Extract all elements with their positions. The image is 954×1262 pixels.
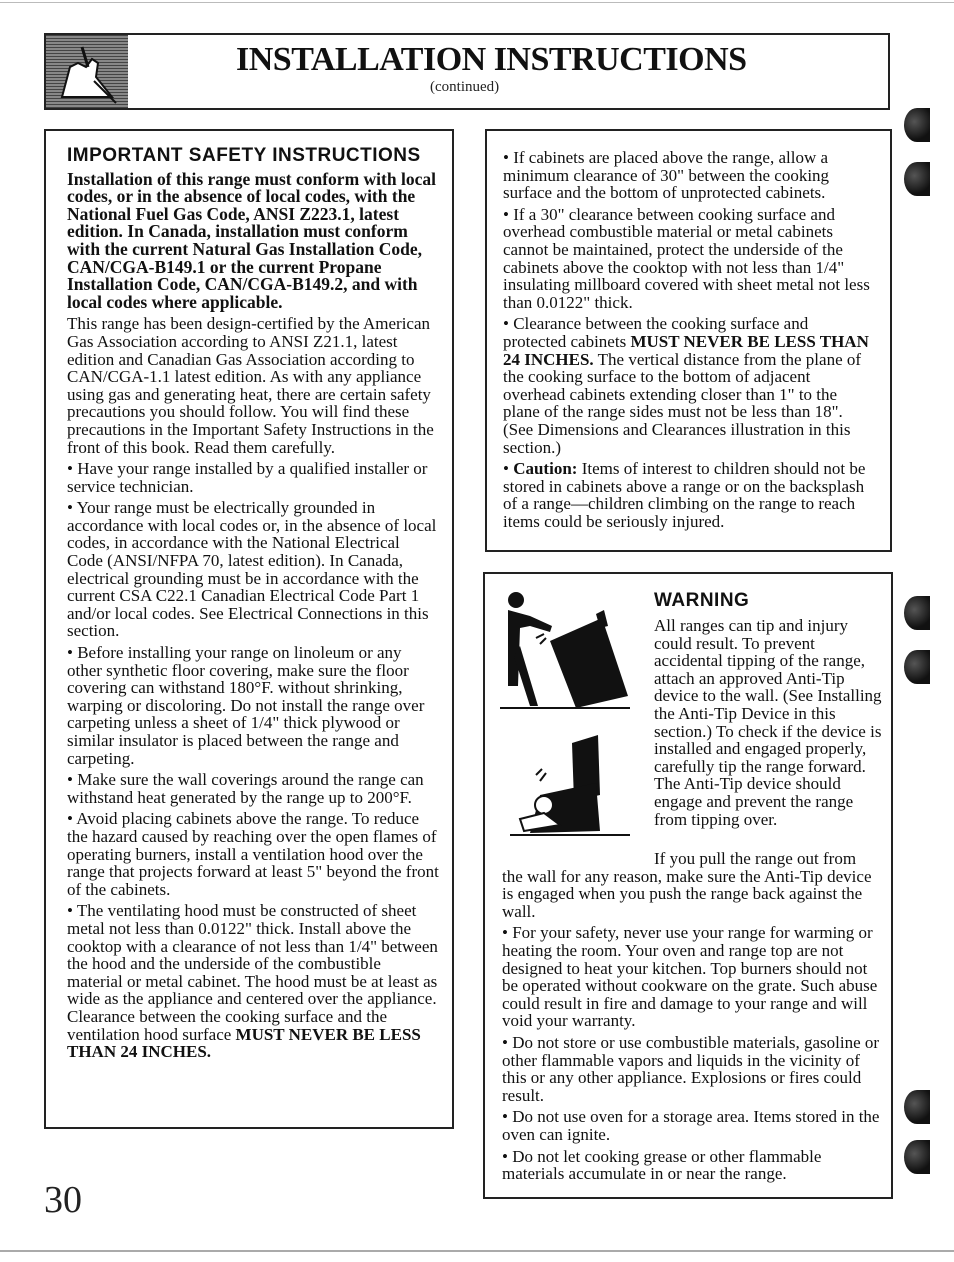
list-item [67, 902, 439, 1060]
list-item: • Avoid placing cabinets above the range. To reduce the hazard caused by reaching over the open flames of operating burners, install a ventilation hood over the range that projects forward at least 5" beyond the front of the cabinets. [67, 810, 439, 898]
binder-tab-icon [904, 596, 930, 630]
binder-tab-icon [904, 108, 930, 142]
hand-tool-icon [46, 35, 128, 108]
safety-heading: IMPORTANT SAFETY INSTRUCTIONS [67, 145, 421, 166]
page-subtitle: (continued) [430, 79, 500, 95]
anti-tip-paragraph: If you pull the range out from the wall for any reason, make sure the Anti-Tip device is engaged when you push the range back against the wall. [502, 849, 872, 921]
list-item: • Have your range installed by a qualified installer or service technician. [67, 460, 439, 495]
warning-tip-text [654, 617, 882, 828]
list-item: • For your safety, never use your range for warming or heating the room. Your oven and range top are not designed to heat your kitchen. Top burners should not be operated without cookware on the grate. Such abuse could result in fire and damage to your range and will void your warranty. [502, 924, 880, 1030]
binder-tab-icon [904, 1090, 930, 1124]
emphasis-text: MUST NEVER BE LESS THAN 24 INCHES. [67, 1024, 421, 1062]
page-number: 30 [44, 1179, 82, 1221]
list-item: • Do not use oven for a storage area. Items stored in the oven can ignite. [502, 1108, 880, 1143]
list-item-text: Clearance between the cooking surface and protected cabinets [503, 314, 809, 351]
list-item: • Before installing your range on linoleum or any other synthetic floor covering, make sure the floor covering can withstand 180°F. without shrinking, warping or discoloring. Do not install the range over carpeting unless a sheet of 1/4" thick plywood or similar insulator is placed between the range and carpeting. [67, 644, 439, 767]
emphasis-text: MUST NEVER BE LESS THAN 24 INCHES. [503, 331, 869, 369]
clearance-text [503, 149, 875, 534]
top-rule [0, 2, 954, 3]
list-item: • Do not store or use combustible materials, gasoline or other flammable vapors and liquids in the vicinity of this or any other appliance. Explosions or fires could result. [502, 1034, 880, 1104]
list-item-text: The ventilating hood must be constructed of sheet metal not less than 0.0122" thick. Install above the cooktop with a clearance of not less than 1/4" between the hood and the underside of the combustible material or metal cabinet. The hood must be at least as wide as the appliance and centered over the appliance. Clearance between the cooking surface and the ventilation hood surface [67, 901, 438, 1044]
list-item: • Do not let cooking grease or other flammable materials accumulate in or near the range. [502, 1148, 880, 1183]
list-item: • Your range must be electrically grounded in accordance with local codes or, in the absence of local codes, in accordance with the National Electrical Code (ANSI/NFPA 70, latest edition). In Canada, electrical grounding must be in accordance with the current CSA C22.1 Canadian Electrical Code Part 1 and/or local codes. See Electrical Connections in this section. [67, 499, 439, 640]
header-banner [44, 33, 890, 110]
list-item: • If cabinets are placed above the range, allow a minimum clearance of 30" between the cooking surface and the bottom of unprotected cabinets. [503, 149, 875, 202]
safety-instructions-text [67, 147, 439, 1065]
binder-tab-icon [904, 650, 930, 684]
range-tipping-illustration [500, 586, 635, 716]
warning-heading: WARNING [654, 590, 750, 611]
list-item-text: Items of interest to children should not be stored in cabinets above a range or on the backsplash of a range—children climbing on the range to reach items could be seriously injured. [503, 459, 866, 531]
warning-paragraph: All ranges can tip and injury could result. To prevent accidental tipping of the range, attach an approved Anti-Tip device to the wall. (See Installing the Anti-Tip Device in this section.) To check if the device is installed and engaged properly, carefully tip the range forward. The Anti-Tip device should engage and prevent the range from tipping over. [654, 616, 882, 829]
warning-continued-text [502, 850, 880, 1187]
list-item-text: The vertical distance from the plane of the cooking surface to the bottom of adjacent overhead cabinets extending closer than 1" to the plane of the range sides must not be less than 18". (See Dimensions and Clearances illustration in this section.) [503, 349, 862, 457]
code-compliance-paragraph: Installation of this range must conform with local codes, or in the absence of local codes, with the National Fuel Gas Code, ANSI Z223.1, latest edition. In Canada, installation must conform with the current Natural Gas Installation Code, CAN/CGA-B149.1 or the current Propane Installation Code, CAN/CGA-B149.2, and with local codes where applicable. [67, 168, 436, 312]
list-item [503, 315, 875, 456]
certification-paragraph: This range has been design-certified by the American Gas Association according to ANSI Z21.1, latest edition and Canadian Gas Association according to CAN/CGA-1.1 latest edition. As with any appliance using gas and generating heat, there are certain safety precautions you should follow. You will find these precautions in the Important Safety Instructions in the front of this book. Read them carefully. [67, 314, 434, 457]
list-item: • Make sure the wall coverings around the range can withstand heat generated by the range up to 200°F. [67, 771, 439, 806]
caution-label: Caution: [513, 459, 578, 479]
list-item [503, 460, 875, 530]
bottom-rule [0, 1250, 954, 1252]
page-title: INSTALLATION INSTRUCTIONS [236, 41, 747, 78]
child-climbing-illustration [500, 735, 635, 845]
binder-tab-icon [904, 1140, 930, 1174]
binder-tab-icon [904, 162, 930, 196]
list-item: • If a 30" clearance between cooking surface and overhead combustible material or metal cabinets cannot be maintained, protect the underside of the cabinets above the cooktop with not less than 1/4" insulating millboard covered with sheet metal not less than 0.0122" thick. [503, 206, 875, 312]
